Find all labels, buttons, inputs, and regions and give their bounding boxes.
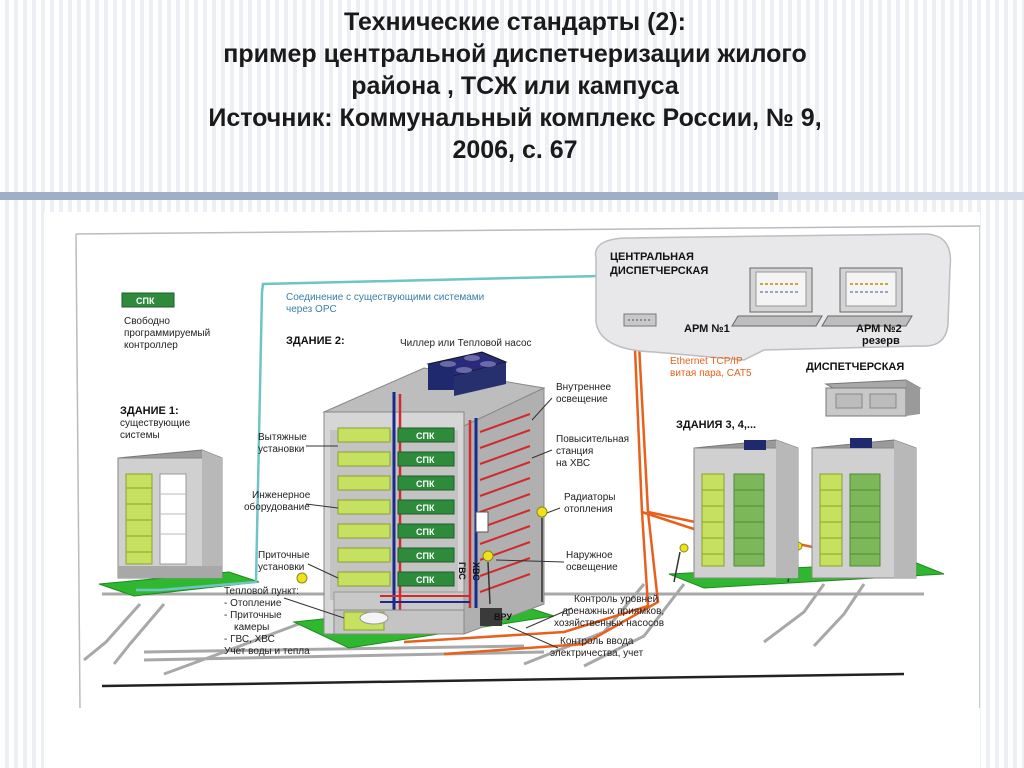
- spk-box-1-text: СПК: [416, 431, 435, 441]
- dispatch-diagram: [44, 212, 980, 768]
- heat-point-line-3: - Приточные: [224, 610, 282, 621]
- title-rule-light: [778, 192, 1024, 200]
- spk-box-7-text: СПК: [416, 575, 435, 585]
- heat-point-line-2: - Отопление: [224, 598, 282, 609]
- spk-box-3-text: СПК: [416, 479, 435, 489]
- pump-label-1: Повысительная: [556, 434, 630, 445]
- chiller-label: Чиллер или Тепловой насос: [400, 338, 532, 349]
- title-line-1: Технические стандарты (2):: [344, 8, 686, 36]
- building1-title: ЗДАНИЕ 1:: [120, 405, 179, 417]
- central-line-2: ДИСПЕТЧЕРСКАЯ: [610, 265, 709, 277]
- drain-label-3: хозяйственных насосов: [554, 618, 665, 629]
- building4: [812, 438, 916, 578]
- spk-box-6-text: СПК: [416, 551, 435, 561]
- opc-label-2: через OPC: [286, 304, 337, 315]
- heat-point-line-6: Учет воды и тепла: [224, 646, 310, 657]
- building3: [694, 440, 798, 578]
- inner-light-label-2: освещение: [556, 394, 608, 405]
- exhaust-label-2: установки: [258, 444, 305, 455]
- arm2-label: АРМ №2: [856, 323, 902, 335]
- title-rule: [0, 192, 778, 200]
- drain-label-2: дренажных приямков,: [562, 606, 665, 617]
- dispatch-room-building: [826, 380, 920, 416]
- title-line-3: района , ТСЖ или кампуса: [351, 72, 679, 100]
- heat-point-line-5: - ГВС, ХВС: [224, 634, 275, 645]
- spk-boxes: [398, 428, 454, 586]
- legend-line-2: программируемый: [124, 328, 211, 339]
- spk-box-2-text: СПК: [416, 455, 435, 465]
- electricity-label-2: электричества, учет: [550, 648, 644, 659]
- pump-label-3: на ХВС: [556, 458, 591, 469]
- spk-box-4-text: СПК: [416, 503, 435, 513]
- radiators-label-1: Радиаторы: [564, 492, 616, 503]
- engineering-label-2: оборудование: [244, 502, 310, 513]
- central-line-1: ЦЕНТРАЛЬНАЯ: [610, 251, 694, 263]
- drain-label-1: Контроль уровней: [574, 594, 659, 605]
- inner-light-label-1: Внутреннее: [556, 382, 612, 393]
- legend-line-1: Свободно: [124, 316, 170, 327]
- ethernet-label-2: витая пара, CAT5: [670, 368, 752, 379]
- vru-label: ВРУ: [494, 612, 512, 622]
- heat-point-line-4: камеры: [234, 622, 270, 633]
- building2-title: ЗДАНИЕ 2:: [286, 335, 345, 347]
- network-switch-icon: [624, 314, 656, 326]
- radiators-label-2: отопления: [564, 504, 613, 515]
- building1: [118, 450, 222, 578]
- engineering-label-1: Инженерное: [252, 490, 311, 501]
- ground-main-cable: [102, 674, 904, 686]
- pump-label-2: станция: [556, 446, 594, 457]
- supply-label-1: Приточные: [258, 550, 310, 561]
- legend-line-3: контроллер: [124, 340, 178, 351]
- dispatch-room-label: ДИСПЕТЧЕРСКАЯ: [806, 361, 905, 373]
- outdoor-light-label-1: Наружное: [566, 550, 613, 561]
- ethernet-label-1: Ethernet TCP/IP: [670, 356, 743, 367]
- spk-box-5-text: СПК: [416, 527, 435, 537]
- legend-spk-text: СПК: [136, 296, 155, 306]
- exhaust-label-1: Вытяжные: [258, 432, 307, 443]
- title-line-4: Источник: Коммунальный комплекс России, № 9,: [208, 104, 822, 132]
- riser-hvs-1: ХВС: [471, 562, 481, 581]
- riser-gvs-1: ГВС: [457, 562, 467, 580]
- slide-title: [60, 6, 970, 166]
- arm1-label: АРМ №1: [684, 323, 730, 335]
- buildings34-title: ЗДАНИЯ 3, 4,...: [676, 419, 757, 431]
- building1-line-3: системы: [120, 430, 160, 441]
- supply-label-2: установки: [258, 562, 305, 573]
- heat-point-line-1: Тепловой пункт:: [224, 586, 299, 597]
- outdoor-light-label-2: освещение: [566, 562, 618, 573]
- opc-label-1: Соединение с существующими системами: [286, 292, 485, 303]
- title-line-5: 2006, с. 67: [452, 136, 578, 164]
- arm2-reserve-label: резерв: [862, 335, 900, 347]
- electricity-label-1: Контроль ввода: [560, 636, 634, 647]
- title-line-2: пример центральной диспетчеризации жилого: [223, 40, 807, 68]
- building1-line-2: существующие: [120, 418, 191, 429]
